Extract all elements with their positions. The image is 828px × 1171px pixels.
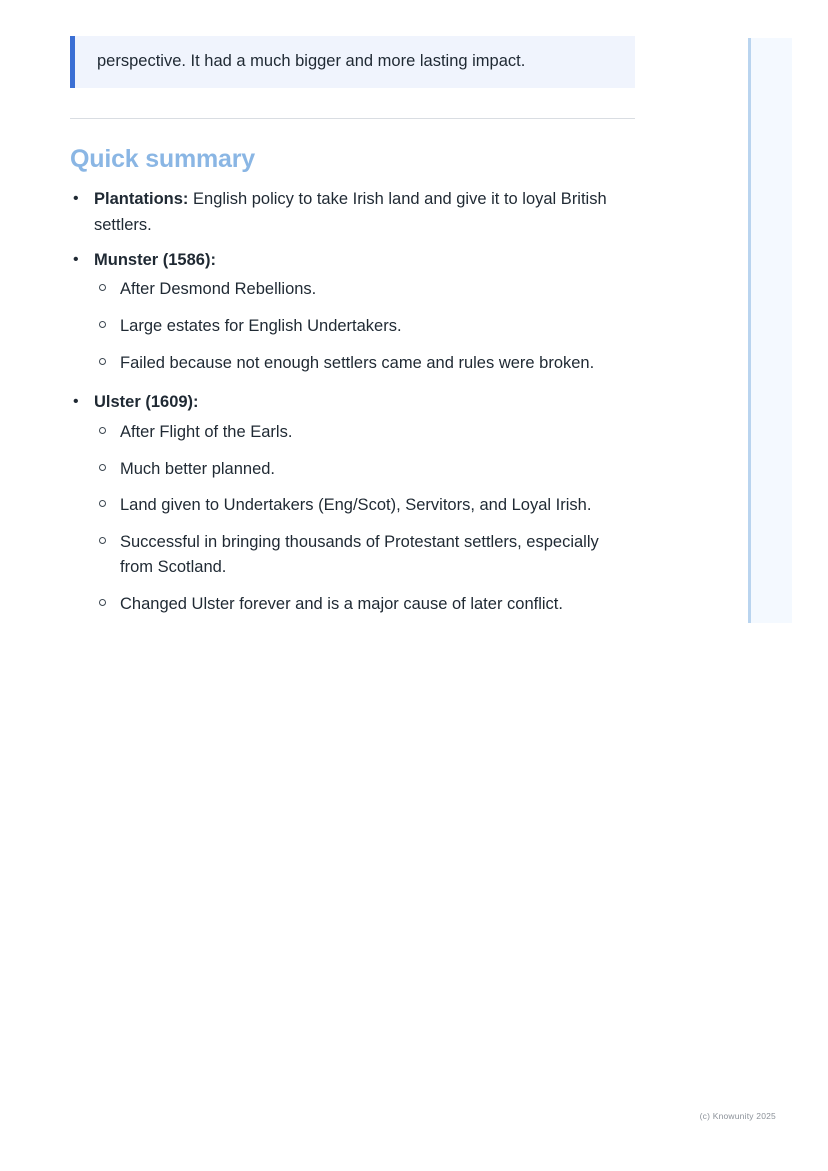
list-item-lead: Plantations:: [94, 190, 189, 209]
page-title: Quick summary: [70, 144, 255, 173]
circle-bullet-icon: [99, 358, 106, 365]
sub-list-item: [94, 351, 635, 376]
sub-list-item-text: Successful in bringing thousands of Protestant settlers, especially from Scotland.: [120, 533, 599, 576]
sub-list-item-text: Large estates for English Undertakers.: [120, 316, 402, 335]
right-decorative-panel: [748, 38, 792, 623]
list-item-text: [94, 187, 635, 238]
sub-list-item-text: Changed Ulster forever and is a major cause of later conflict.: [120, 594, 563, 613]
circle-bullet-icon: [99, 537, 106, 544]
sub-list-item: [94, 277, 635, 302]
footer-copyright: (c) Knowunity 2025: [699, 1111, 776, 1121]
sub-list-item-text: Much better planned.: [120, 459, 276, 478]
circle-bullet-icon: [99, 500, 106, 507]
sub-list-item-text: Failed because not enough settlers came and rules were broken.: [120, 353, 595, 372]
circle-bullet-icon: [99, 284, 106, 291]
sub-list-item-text: After Flight of the Earls.: [120, 422, 293, 441]
sub-list-item: [94, 314, 635, 339]
sub-list: [94, 420, 635, 617]
callout-text: perspective. It had a much bigger and more lasting impact.: [97, 52, 526, 70]
sub-list-item: [94, 530, 635, 580]
list-item: [70, 390, 635, 616]
bullet-icon: •: [73, 250, 79, 268]
list-item-rest: English policy to take Irish land and give it to loyal British settlers.: [94, 190, 607, 234]
sub-list-item-text: Land given to Undertakers (Eng/Scot), Servitors, and Loyal Irish.: [120, 496, 592, 515]
sub-list: [94, 277, 635, 375]
list-item-lead: Ulster (1609):: [94, 393, 199, 412]
list-item-text: [94, 248, 635, 274]
bullet-icon: •: [73, 393, 79, 411]
list-item-text: [94, 390, 635, 416]
summary-list: [70, 187, 635, 616]
circle-bullet-icon: [99, 321, 106, 328]
sub-list-item: [94, 493, 635, 518]
sub-list-item: [94, 457, 635, 482]
callout-blockquote: [70, 36, 635, 88]
circle-bullet-icon: [99, 599, 106, 606]
sub-list-item: [94, 592, 635, 617]
list-item: [70, 187, 635, 238]
bullet-icon: •: [73, 190, 79, 208]
list-item-lead: Munster (1586):: [94, 250, 216, 269]
circle-bullet-icon: [99, 464, 106, 471]
horizontal-rule: [70, 118, 635, 119]
list-item: [70, 248, 635, 376]
sub-list-item-text: After Desmond Rebellions.: [120, 280, 317, 299]
document-content: [70, 36, 635, 625]
circle-bullet-icon: [99, 427, 106, 434]
sub-list-item: [94, 420, 635, 445]
